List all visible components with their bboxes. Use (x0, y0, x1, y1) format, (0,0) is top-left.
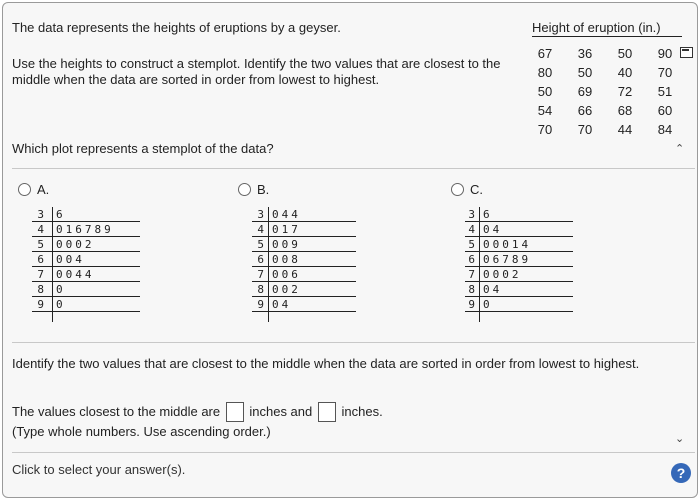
option-c-label: C. (470, 182, 483, 197)
stem-value: 4 (37, 223, 44, 236)
data-table-cell: 72 (617, 84, 633, 99)
data-table-row (525, 120, 685, 139)
leaf-values: 04 (272, 298, 292, 311)
stem-value: 3 (468, 208, 475, 221)
option-b-label: B. (257, 182, 270, 197)
footer-prompt: Click to select your answer(s). (12, 462, 186, 477)
stem-value: 7 (257, 268, 264, 281)
leaf-values: 004 (56, 253, 85, 266)
answer-input-2[interactable] (318, 402, 336, 422)
option-c[interactable] (451, 182, 483, 197)
data-table-cell: 69 (577, 84, 593, 99)
expand-caret-icon[interactable]: ⌄ (675, 433, 685, 445)
leaf-values: 06789 (483, 253, 532, 266)
stem-value: 6 (257, 253, 264, 266)
stem-value: 3 (37, 208, 44, 221)
data-table-cell: 50 (537, 84, 553, 99)
answer-suffix: inches. (341, 404, 383, 419)
divider (12, 342, 695, 343)
data-table-cell: 67 (537, 46, 553, 61)
stemplot-row (465, 282, 573, 297)
stemplot-row (32, 282, 140, 297)
data-table-cell: 36 (577, 46, 593, 61)
stemplot-row (465, 207, 573, 222)
question-text: Which plot represents a stemplot of the data? (12, 141, 274, 156)
stemplot-row (465, 222, 573, 237)
data-table-title: Height of eruption (in.) (532, 20, 682, 37)
stemplot-row (465, 237, 573, 252)
data-table-row (525, 63, 685, 82)
stem-value: 4 (257, 223, 264, 236)
stemplot-row (465, 267, 573, 282)
stemplot-row (32, 237, 140, 252)
stemplot-a (32, 207, 140, 312)
leaf-values: 0 (56, 283, 66, 296)
answer-line (12, 402, 383, 422)
leaf-values: 6 (56, 208, 66, 221)
answer-hint: (Type whole numbers. Use ascending order.) (12, 424, 271, 439)
stemplot-row (32, 207, 140, 222)
answer-input-1[interactable] (226, 402, 244, 422)
option-c-radio[interactable] (451, 183, 464, 196)
stem-value: 8 (257, 283, 264, 296)
stemplot-row (465, 297, 573, 312)
stemplot-c (465, 207, 573, 312)
leaf-values: 009 (272, 238, 301, 251)
stem-value: 4 (468, 223, 475, 236)
stem-value: 5 (257, 238, 264, 251)
stem-value: 7 (468, 268, 475, 281)
answer-prefix: The values closest to the middle are (12, 404, 221, 419)
divider (12, 452, 695, 453)
leaf-values: 0 (483, 298, 493, 311)
stemplot-b (252, 207, 356, 312)
data-table-cell: 50 (617, 46, 633, 61)
leaf-values: 006 (272, 268, 301, 281)
leaf-values: 016789 (56, 223, 114, 236)
stem-value: 9 (468, 298, 475, 311)
data-table-row (525, 82, 685, 101)
stem-value: 6 (468, 253, 475, 266)
option-b[interactable] (238, 182, 269, 197)
data-table-cell: 60 (657, 103, 673, 118)
leaf-values: 04 (483, 283, 503, 296)
stemplot-divider (52, 207, 53, 322)
leaf-values: 0002 (483, 268, 522, 281)
help-icon[interactable]: ? (671, 463, 691, 483)
stemplot-row (465, 252, 573, 267)
data-table-cell: 68 (617, 103, 633, 118)
data-table-cell: 70 (657, 65, 673, 80)
stem-value: 3 (257, 208, 264, 221)
data-table-cell: 50 (577, 65, 593, 80)
data-table-cell: 70 (577, 122, 593, 137)
data-table-cell: 54 (537, 103, 553, 118)
data-table-cell: 80 (537, 65, 553, 80)
intro-text: The data represents the heights of eruptions by a geyser. (12, 20, 341, 35)
leaf-values: 0 (56, 298, 66, 311)
option-b-radio[interactable] (238, 183, 251, 196)
option-a-radio[interactable] (18, 183, 31, 196)
leaf-values: 6 (483, 208, 493, 221)
instruction-text: Use the heights to construct a stemplot. Identify the two values that are closest to the middle when the data are sorted in order from lowest to highest. (12, 56, 501, 87)
collapse-caret-icon[interactable]: ⌃ (675, 143, 685, 155)
leaf-values: 0002 (56, 238, 95, 251)
stem-value: 5 (37, 238, 44, 251)
option-a-label: A. (37, 182, 50, 197)
data-table (525, 44, 685, 139)
stem-value: 7 (37, 268, 44, 281)
leaf-values: 0044 (56, 268, 95, 281)
stem-value: 5 (468, 238, 475, 251)
data-table-cell: 51 (657, 84, 673, 99)
stem-value: 9 (257, 298, 264, 311)
stem-value: 8 (37, 283, 44, 296)
stemplot-divider (268, 207, 269, 322)
answer-mid: inches and (249, 404, 313, 419)
leaf-values: 002 (272, 283, 301, 296)
stemplot-row (32, 252, 140, 267)
data-table-row (525, 44, 685, 63)
leaf-values: 044 (272, 208, 301, 221)
data-table-row (525, 101, 685, 120)
stem-value: 9 (37, 298, 44, 311)
stemplot-row (32, 222, 140, 237)
data-table-cell: 66 (577, 103, 593, 118)
stemplot-row (32, 297, 140, 312)
data-table-cell: 40 (617, 65, 633, 80)
leaf-values: 04 (483, 223, 503, 236)
stem-value: 6 (37, 253, 44, 266)
stem-value: 8 (468, 283, 475, 296)
data-table-icon[interactable] (680, 47, 693, 58)
data-table-cell: 70 (537, 122, 553, 137)
divider (12, 168, 695, 169)
identify-text: Identify the two values that are closest to the middle when the data are sorted in order from lowest to highest. (12, 356, 640, 371)
data-table-cell: 44 (617, 122, 633, 137)
data-table-cell: 84 (657, 122, 673, 137)
leaf-values: 008 (272, 253, 301, 266)
data-table-cell: 90 (657, 46, 673, 61)
leaf-values: 017 (272, 223, 301, 236)
option-a[interactable] (18, 182, 49, 197)
leaf-values: 00014 (483, 238, 532, 251)
stemplot-row (32, 267, 140, 282)
stemplot-divider (479, 207, 480, 322)
